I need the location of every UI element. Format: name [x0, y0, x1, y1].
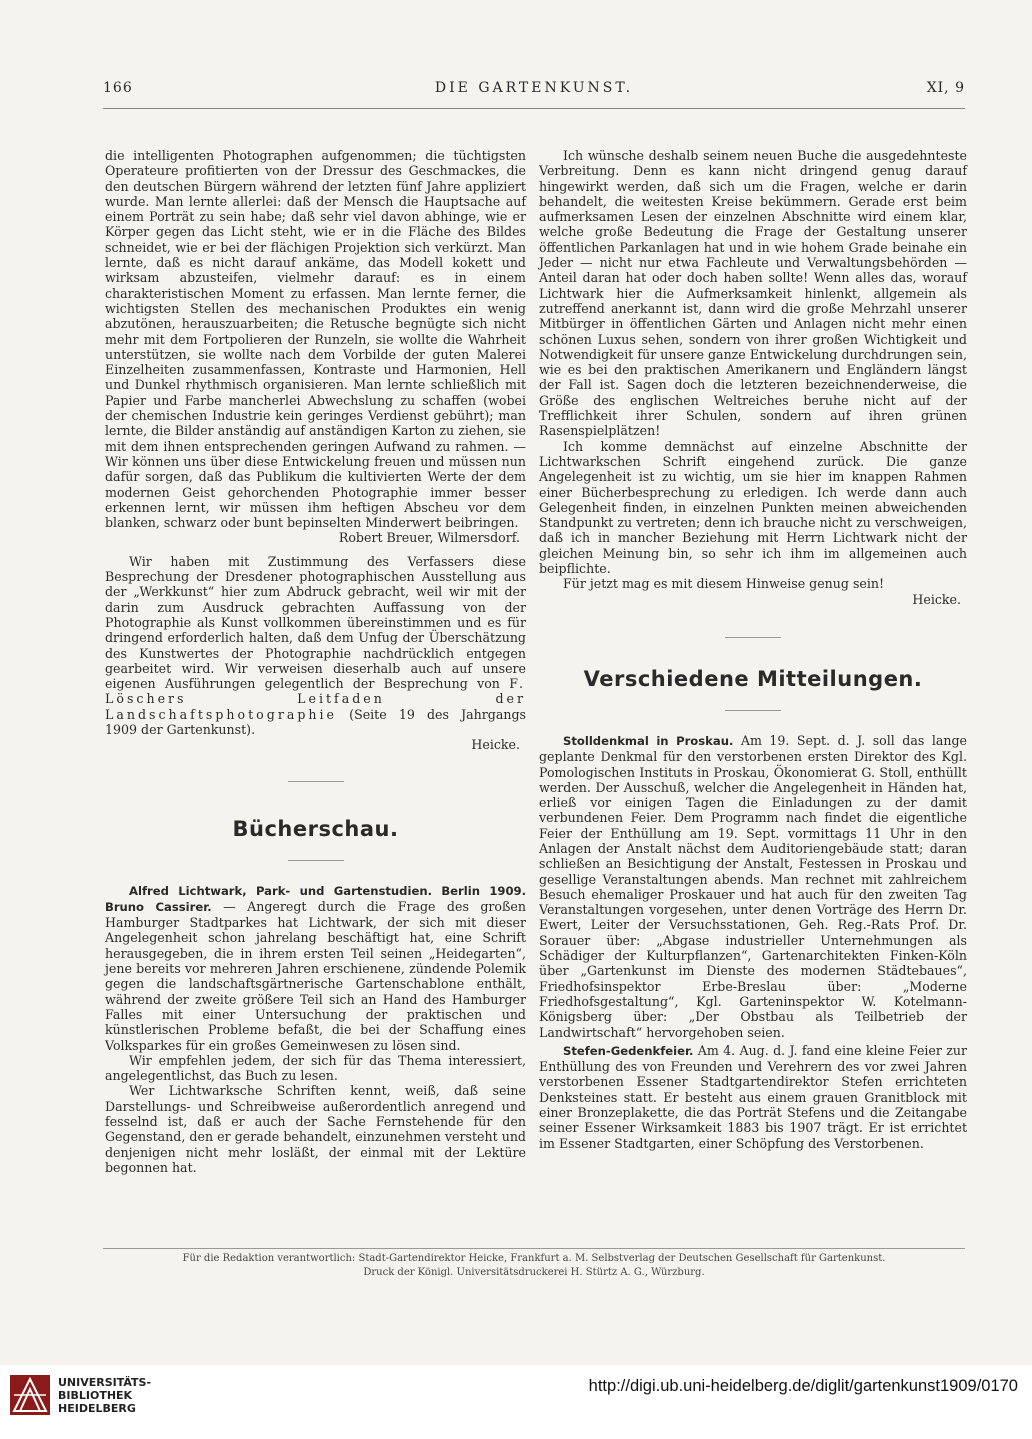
left-column: [105, 148, 526, 1175]
review-text: — Angeregt durch die Frage des großen Hamburger Stadtparkes hat Lichtwark, der sich mit dieser Angelegenheit schon jahrelang beschäftigt hat, eine Schrift herausgegeben, die in ihrem ersten Teil seinen „Heidegarten“, jene bereits vor mehreren Jahren erschienene, zündende Polemik gegen die landschaftsgärtnerische Gartenschablone enthält, während der zweite größere Teil sich an Hand des Hamburger Falles mit einer Untersuchung der praktischen und künstlerischen Probleme befaßt, die bei der Schaffung eines Volksparkes für ein großes Gemeinwesen zu lösen sind.: [105, 898, 526, 1053]
issue-number: XI, 9: [926, 80, 965, 96]
library-bar: [0, 1365, 1032, 1439]
signature-heicke-right: Heicke.: [912, 591, 961, 607]
footer-rule: [103, 1248, 965, 1249]
divider-rule: [288, 860, 344, 861]
right-column: [539, 148, 967, 1151]
signature-breuer: Robert Breuer, Wilmersdorf.: [338, 530, 520, 546]
review-paragraph-2: Wir empfehlen jedem, der sich für das Thema interessiert, angelegentlichst, das Buch zu lesen.: [105, 1052, 526, 1084]
spaced-book-title: F. Löschers Leitfaden der Landschaftsphotographie: [105, 676, 526, 722]
left-paragraph-1: die intelligenten Photographen aufgenommen; die tüchtigsten Operateure profitierten von der Dressur des Geschmackes, die den deutschen Bürgern während der letzten fünf Jahre appliziert wurde. Man lernte allerlei: daß der Mensch die Hauptsache auf einem Porträt zu sein habe; daß sehr viel davon abhinge, wie er Körper gegen das Licht steht, wie er in die Fläche des Bildes schneidet, wie er bei der flächigen Projektion sich verkürzt. Man lernte, daß es nicht darauf ankäme, das Modell kokett und wirksam abzusteifen, vielmehr darauf: es in einem charakteristischen Moment zu erfassen. Man lernte ferner, die wichtigsten Stellen des mechanischen Produktes ein wenig abzutönen, herauszuarbeiten; die Retusche begnügte sich nicht mehr mit dem Fortpolieren der Runzeln, sie wollte die Wahrheit unterstützen, sie wollte nach dem Vorbilde der guten Malerei Einzelheiten zusammenfassen, Kontraste und Harmonien, Hell und Dunkel rhythmisch organisieren. Man lernte schließlich mit Papier und Farbe mancherlei Abwechslung zu schaffen (wobei der chemischen Industrie kein geringes Verdienst gebührt); man lernte, die Bilder anständig auf anständigen Karton zu ziehen, sie mit dem ihnen entsprechenden geringen Aufwand zu rahmen. — Wir können uns über diese Entwickelung freuen und müssen nun dafür sorgen, daß das Publikum die kultivierten Werte der dem modernen Geist gehorchenden Photographie immer besser erkennen lernt, wir müssen ihm heftigen Abscheu vor dem blanken, schwarz oder bunt bepinselten Minderwert beibringen.: [105, 148, 526, 531]
news-item-stolldenkmal: [539, 733, 967, 1040]
news-item-stefen: [539, 1043, 967, 1151]
news-runin-heading: Stolldenkmal in Proskau.: [563, 733, 734, 748]
right-paragraph-1: Ich wünsche deshalb seinem neuen Buche die ausgedehnteste Verbreitung. Denn es kann nicht dringend genug darauf hingewirkt werden, daß sich um die Fragen, welche er darin behandelt, die weitesten Kreise bekümmern. Gerade erst beim aufmerksamen Lesen der einzelnen Abschnitte wird einem klar, welche große Bedeutung die Frage der Gestaltung unserer öffentlichen Parkanlagen hat und in wie hohem Grade beinahe ein Jeder — nicht nur etwa Fachleute und Verwaltungsbehörden — Anteil daran hat oder doch haben sollte! Wenn alles das, worauf Lichtwark hier die Aufmerksamkeit hinlenkt, allgemein als zutreffend anerkannt ist, dann wird die große Mehrzahl unserer Mitbürger in öffentlichen Gärten und Anlagen nicht mehr einen schönen Luxus sehen, sondern von ihrer großen Wichtigkeit und Notwendigkeit für unsere ganze Entwickelung durchdrungen sein, wie es bei den praktischen Amerikanern und Engländern längst der Fall ist. Sagen doch die letzteren bezeichnenderweise, die Größe des englischen Weltreiches beruhe nicht auf der Trefflichkeit ihrer Schulen, sondern auf ihren grünen Rasenspielplätzen!: [539, 148, 967, 439]
signature-heicke-left: Heicke.: [471, 737, 520, 753]
review-runin-heading: Alfred Lichtwark, Park- und Gartenstudien. Berlin 1909. Bruno Cassirer.: [105, 883, 526, 914]
imprint-line-2: Druck der Königl. Universitätsdruckerei H. Stürtz A. G., Würzburg.: [363, 1267, 705, 1278]
header-rule: [103, 108, 965, 109]
page-number: 166: [103, 80, 133, 96]
divider-rule: [725, 637, 781, 638]
news-text: Am 19. Sept. d. J. soll das lange geplante Denkmal für den verstorbenen ersten Direktor des Kgl. Pomologischen Instituts in Proskau, Ökonomierat G. Stoll, enthüllt werden. Der Ausschuß, welcher die Angelegenheit in Händen hat, erließ vor einigen Tagen die Einladungen zu der damit verbundenen Feier. Dem Programm nach findet die eigentliche Feier der Enthüllung am 19. Sept. vormittags 11 Uhr in den Anlagen der Anstalt nächst dem Auditoriengebäude statt; daran schließen an Besichtigung der Anstalt, Festessen in Proskau und gesellige Veranstaltungen abends. Man rechnet mit zahlreichem Besuch ehemaliger Proskauer und hat auch für den zweiten Tag Veranstaltungen vorgesehen, unter denen Vorträge des Herrn Dr. Ewert, Leiter der Versuchsstationen, Geh. Reg.-Rats Prof. Dr. Sorauer über: „Abgase industrieller Unternehmungen als Schädiger der Kulturpflanzen“, Gartenarchitekten Finken-Köln über „Gartenkunst im Dienste des modernen Städtebaues“, Friedhofsinspektor Erbe-Breslau über: „Moderne Friedhofsgestaltung“, Kgl. Garteninspektor W. Kotelmann-Königsberg über: „Der Obstbau als Teilbetrieb der Landwirtschaft“ hervorgehoben seien.: [539, 732, 967, 1040]
editorial-note: Wir haben mit Zustimmung des Verfassers diese Besprechung der Dresdener photographischen Ausstellung aus der „Werkkunst“ hier zum Abdruck gebracht, weil wir mit der darin zum Ausdruck gebrachten Auffassung von der Photographie als Kunst vollkommen übereinstimmen und es für dringend erforderlich halten, daß dem Unfug der Überschätzung des Kunstwertes der Photographie nachdrücklich entgegen gearbeitet wird. Wir verweisen dieserhalb auch auf unsere eigenen Ausführungen gelegentlich der Besprechung von F. Löschers Leitfaden der Landschaftsphotographie (Seite 19 des Jahrgangs 1909 der Gartenkunst).: [105, 553, 526, 737]
right-paragraph-2: Ich komme demnächst auf einzelne Abschnitte der Lichtwarkschen Schrift eingehend zurück. Die ganze Angelegenheit ist zu wichtig, um sie hier im knappen Rahmen einer Bücherbesprechung zu erledigen. Ich werde dann auch Gelegenheit finden, in einzelnen Punkten meinen abweichenden Standpunkt zu vertreten; denn ich brauche nicht zu verschweigen, daß ich in mancher Beziehung mit Herrn Lichtwark nicht der gleichen Meinung bin, so sehr ich ihm im allgemeinen auch beipflichte.: [539, 438, 967, 577]
divider-rule: [288, 781, 344, 782]
imprint-footer: [103, 1252, 965, 1280]
divider-rule: [725, 710, 781, 711]
review-paragraph-1: [105, 883, 526, 1053]
section-title-buecherschau: Bücherschau.: [232, 816, 399, 841]
imprint-line-1: Für die Redaktion verantwortlich: Stadt-Gartendirektor Heicke, Frankfurt a. M. Selbstverlag der Deutschen Gesellschaft für Gartenkunst.: [182, 1253, 886, 1264]
news-text: Am 4. Aug. d. J. fand eine kleine Feier zur Enthüllung des von Freunden und Verehrern des vor zwei Jahren verstorbenen Essener Stadtgartendirektor Stefen errichteten Denksteines statt. Er besteht aus einem grauen Granitblock mit einer Bronzeplakette, die das Porträt Stefens und die Zeitangabe seiner Essener Wirksamkeit 1883 bis 1907 trägt. Er ist errichtet im Essener Stadtgarten, einer Schöpfung des Verstorbenen.: [539, 1042, 967, 1151]
library-name: UNIVERSITÄTS- BIBLIOTHEK HEIDELBERG: [58, 1376, 152, 1415]
section-title-mitteilungen: Verschiedene Mitteilungen.: [583, 666, 923, 691]
review-paragraph-3: Wer Lichtwarksche Schriften kennt, weiß, daß seine Darstellungs- und Schreibweise außerordentlich anregend und fesselnd ist, daß er auch der Sache Fernstehende für den Gegenstand, den er gerade behandelt, einzunehmen versteht und denjenigen nicht mehr losläßt, der einmal mit der Lektüre begonnen hat.: [105, 1083, 526, 1175]
running-head: [103, 80, 965, 100]
permalink-url[interactable]: http://digi.ub.uni-heidelberg.de/diglit/gartenkunst1909/0170: [588, 1377, 1018, 1395]
right-paragraph-3: Für jetzt mag es mit diesem Hinweise genug sein!: [563, 576, 885, 592]
heidelberg-library-logo-icon: [10, 1375, 50, 1415]
news-runin-heading: Stefen-Gedenkfeier.: [563, 1043, 694, 1058]
journal-title: DIE GARTENKUNST.: [434, 80, 634, 96]
